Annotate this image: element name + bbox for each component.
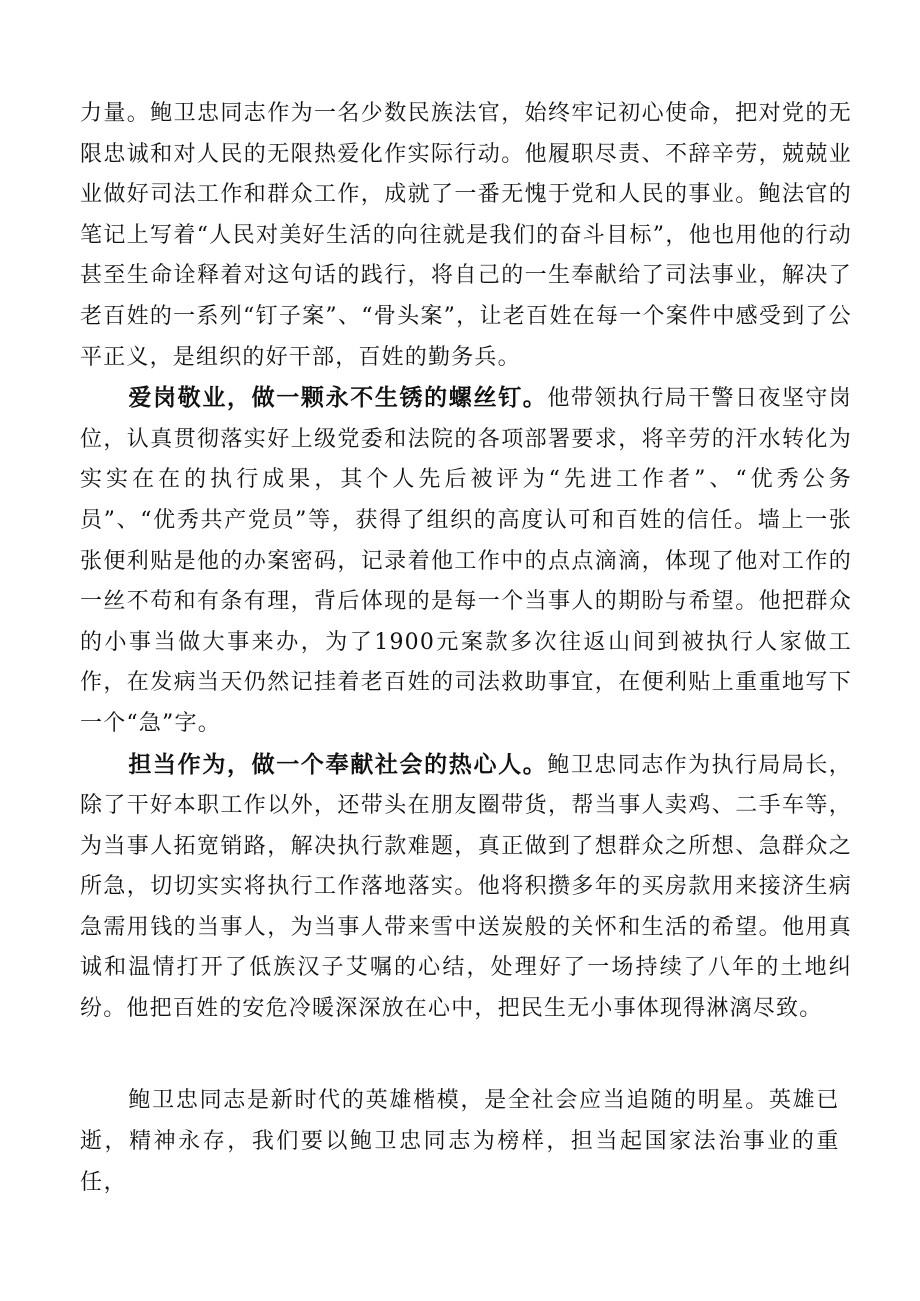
paragraph-4	[80, 1080, 840, 1203]
paragraph-3	[80, 745, 852, 1030]
paragraph-1-text: 力量。鲍卫忠同志作为一名少数民族法官，始终牢记初心使命，把对党的无限忠诚和对人民的无限热爱化作实际行动。他履职尽责、不辞辛劳，兢兢业业做好司法工作和群众工作，成就了一番无愧于党和人民的事业。鲍法官的笔记上写着“人民对美好生活的向往就是我们的奋斗目标”，他也用他的行动甚至生命诠释着对这句话的践行，将自己的一生奉献给了司法事业，解决了老百姓的一系列“钉子案”、“骨头案”，让老百姓在每一个案件中感受到了公平正义，是组织的好干部，百姓的勤务兵。	[80, 101, 852, 370]
paragraph-3-text: 鲍卫忠同志作为执行局局长，除了干好本职工作以外，还带头在朋友圈带货，帮当事人卖鸡、二手车等，为当事人拓宽销路，解决执行款难题，真正做到了想群众之所想、急群众之所急，切切实实将执行工作落地落实。他将积攒多年的买房款用来接济生病急需用钱的当事人，为当事人带来雪中送炭般的关怀和生活的希望。他用真诚和温情打开了低族汉子艾嘱的心结，处理好了一场持续了八年的土地纠纷。他把百姓的安危冷暖深深放在心中，把民生无小事体现得淋漓尽致。	[80, 752, 852, 1022]
paragraph-2-text: 他带领执行局干警日夜坚守岗位，认真贯彻落实好上级党委和法院的各项部署要求，将辛劳的汗水转化为实实在在的执行成果，其个人先后被评为“先进工作者”、“优秀公务员”、“优秀共产党员”等，获得了组织的高度认可和百姓的信任。墙上一张张便利贴是他的办案密码，记录着他工作中的点点滴滴，体现了他对工作的一丝不苟和有条有理，背后体现的是每一个当事人的期盼与希望。他把群众的小事当做大事来办，为了1900元案款多次往返山间到被执行人家做工作，在发病当天仍然记挂着老百姓的司法救助事宜，在便利贴上重重地写下一个“急”字。	[80, 386, 852, 736]
paragraph-4-text: 鲍卫忠同志是新时代的英雄楷模，是全社会应当追随的明星。英雄已逝，精神永存，我们要以鲍卫忠同志为榜样，担当起国家法治事业的重任，	[80, 1088, 840, 1195]
document-body	[80, 94, 852, 1030]
paragraph-2-heading: 爱岗敬业，做一颗永不生锈的螺丝钉。	[128, 385, 548, 412]
closing-paragraph	[80, 1080, 840, 1203]
paragraph-2	[80, 378, 852, 744]
paragraph-1	[80, 94, 852, 378]
paragraph-3-heading: 担当作为，做一个奉献社会的热心人。	[128, 751, 548, 778]
